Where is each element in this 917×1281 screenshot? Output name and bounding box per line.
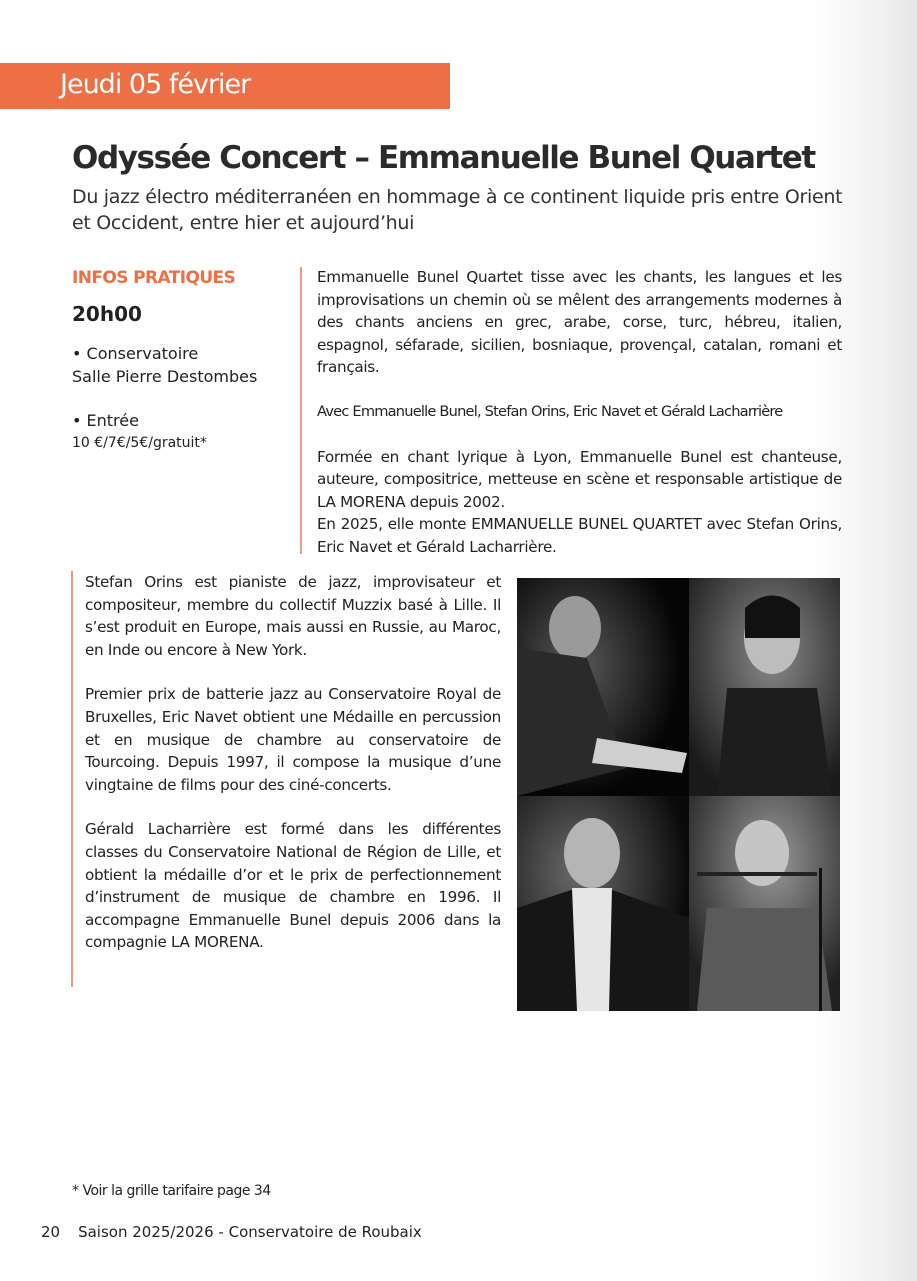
event-date: Jeudi 05 février bbox=[60, 69, 251, 100]
description-column bbox=[317, 266, 842, 559]
bio-navet: Premier prix de batterie jazz au Conservatoire Royal de Bruxelles, Eric Navet obtient une Médaille en percussion et en musique de chambre au conservatoire de Tourcoing. Depuis 1997, il compose la musique d’une vingtaine de films pour des ciné-concerts. bbox=[85, 685, 501, 794]
photo-collage-graphic bbox=[517, 578, 840, 1011]
flutist-head bbox=[735, 820, 789, 886]
price-footnote: * Voir la grille tarifaire page 34 bbox=[72, 1183, 271, 1199]
page-footer bbox=[41, 1223, 422, 1241]
location-room: Salle Pierre Destombes bbox=[72, 367, 258, 386]
date-banner bbox=[0, 63, 450, 109]
bios-column bbox=[85, 571, 501, 976]
bio-orins: Stefan Orins est pianiste de jazz, improvisateur et compositeur, membre du collectif Muzzix basé à Lille. Il s’est produit en Europe, mais aussi en Russie, au Maroc, en Inde ou encore à New York. bbox=[85, 573, 501, 659]
description-intro: Emmanuelle Bunel Quartet tisse avec les chants, les langues et les improvisations un chemin où se mêlent des arrangements modernes à des chants anciens en grec, arabe, corse, turc, hébreu, italien, espagnol, séfarade, sicilien, bosniaque, provençal, catalan, romani et français. bbox=[317, 268, 842, 377]
event-time: 20h00 bbox=[72, 302, 142, 326]
performers-line: Avec Emmanuelle Bunel, Stefan Orins, Eric Navet et Gérald Lacharrière bbox=[317, 402, 783, 420]
page-number: 20 bbox=[41, 1223, 61, 1241]
bio-bunel: Formée en chant lyrique à Lyon, Emmanuelle Bunel est chanteuse, auteure, compositrice, metteuse en scène et responsable artistique de LA MORENA depuis 2002. bbox=[317, 447, 842, 511]
practical-info bbox=[72, 268, 292, 455]
percussionist-head bbox=[564, 818, 620, 888]
location-venue: • Conservatoire bbox=[72, 344, 199, 363]
quartet-photo-collage bbox=[517, 578, 840, 1011]
entry-price: 10 €/7€/5€/gratuit* bbox=[72, 435, 207, 451]
entry-label: • Entrée bbox=[72, 411, 139, 430]
event-title: Odyssée Concert – Emmanuelle Bunel Quartet bbox=[72, 140, 815, 176]
footer-text: Saison 2025/2026 - Conservatoire de Roubaix bbox=[78, 1223, 422, 1241]
practical-info-heading: INFOS PRATIQUES bbox=[72, 268, 236, 288]
event-subtitle: Du jazz électro méditerranéen en hommage à ce continent liquide pris entre Orient et Occident, entre hier et aujourd’hui bbox=[72, 186, 843, 234]
bio-bunel-quartet: En 2025, elle monte EMMANUELLE BUNEL QUARTET avec Stefan Orins, Eric Navet et Gérald Lacharrière. bbox=[317, 515, 842, 556]
pianist-head bbox=[549, 596, 601, 660]
bio-lacharriere: Gérald Lacharrière est formé dans les différentes classes du Conservatoire National de Région de Lille, et obtient la médaille d’or et le prix de perfectionnement d’instrument de musique de chambre en 1996. Il accompagne Emmanuelle Bunel depuis 2006 dans la compagnie LA MORENA. bbox=[85, 820, 501, 952]
divider-rule-left bbox=[71, 571, 73, 987]
divider-rule bbox=[300, 267, 302, 554]
